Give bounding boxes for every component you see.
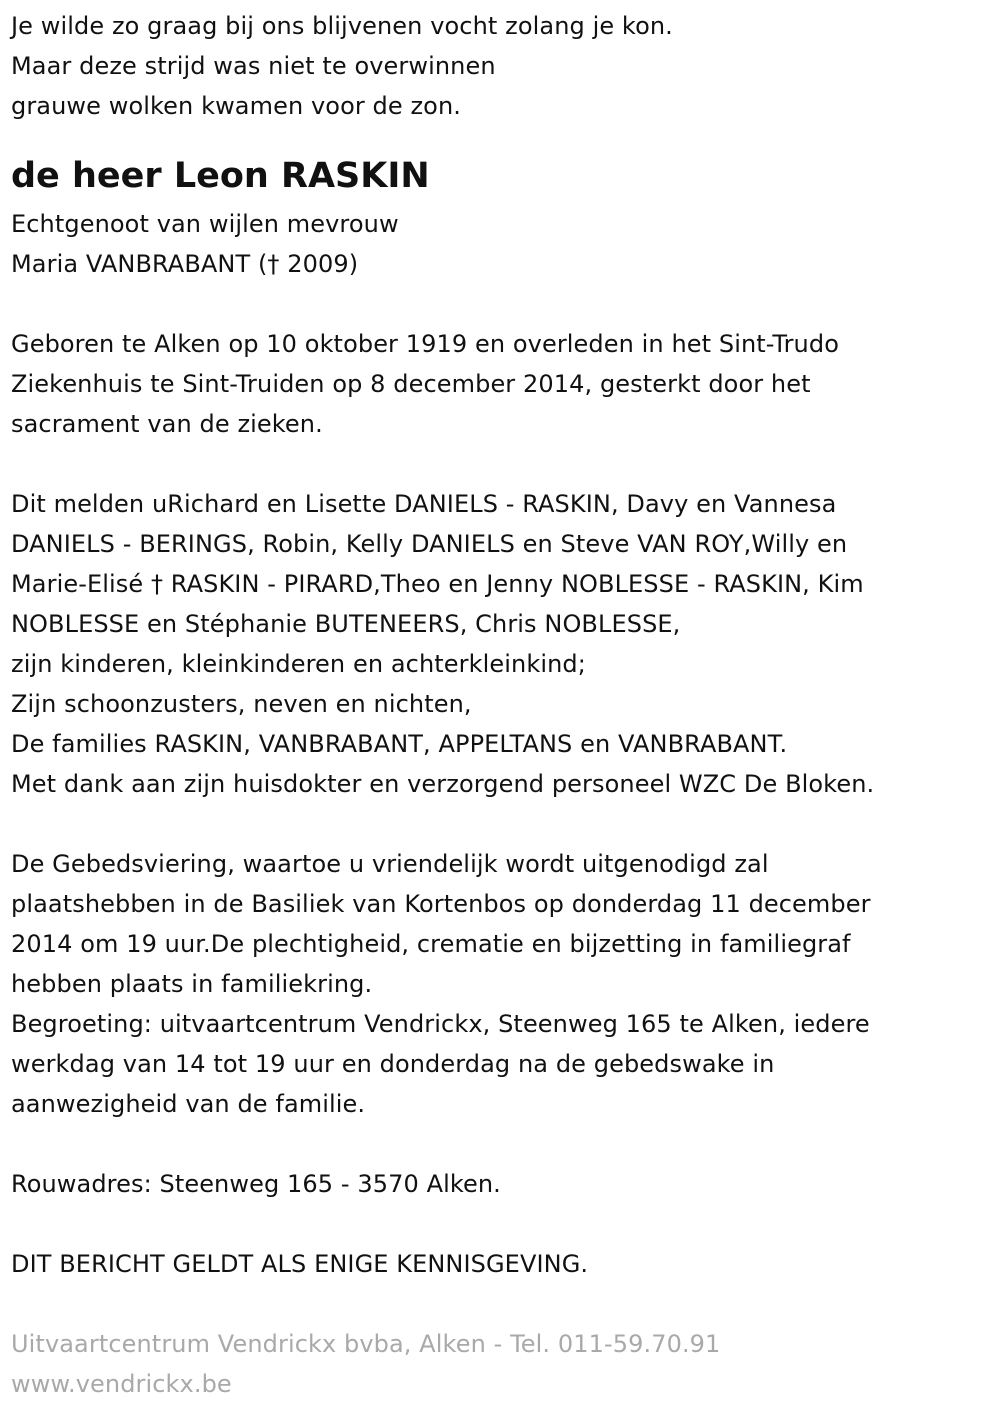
deceased-name: de heer Leon RASKIN: [11, 156, 430, 196]
family-paragraph: [11, 484, 996, 804]
paragraph-line: zijn kinderen, kleinkinderen en achterkleinkind;: [11, 650, 586, 678]
paragraph-line: sacrament van de zieken.: [11, 410, 323, 438]
poem-line: Maar deze strijd was niet te overwinnen: [11, 52, 496, 80]
paragraph-line: werkdag van 14 tot 19 uur en donderdag na de gebedswake in: [11, 1050, 775, 1078]
funeral-home-info: Uitvaartcentrum Vendrickx bvba, Alken - Tel. 011-59.70.91: [11, 1330, 721, 1358]
paragraph-line: De Gebedsviering, waartoe u vriendelijk wordt uitgenodigd zal: [11, 850, 769, 878]
paragraph-line: Dit melden uRichard en Lisette DANIELS - RASKIN, Davy en Vannesa: [11, 490, 837, 518]
paragraph-line: Met dank aan zijn huisdokter en verzorgend personeel WZC De Bloken.: [11, 770, 875, 798]
paragraph-line: aanwezigheid van de familie.: [11, 1090, 366, 1118]
poem: [11, 6, 996, 126]
poem-line: Je wilde zo graag bij ons blijvenen vocht zolang je kon.: [11, 12, 673, 40]
poem-line: grauwe wolken kwamen voor de zon.: [11, 92, 462, 120]
paragraph-line: De families RASKIN, VANBRABANT, APPELTANS en VANBRABANT.: [11, 730, 788, 758]
paragraph-line: Zijn schoonzusters, neven en nichten,: [11, 690, 472, 718]
paragraph-line: plaatshebben in de Basiliek van Kortenbos op donderdag 11 december: [11, 890, 871, 918]
paragraph-line: NOBLESSE en Stéphanie BUTENEERS, Chris NOBLESSE,: [11, 610, 681, 638]
birth-death-paragraph: [11, 324, 996, 444]
website-link[interactable]: www.vendrickx.be: [11, 1370, 232, 1398]
paragraph-line: Geboren te Alken op 10 oktober 1919 en overleden in het Sint-Trudo: [11, 330, 839, 358]
spouse-line: Echtgenoot van wijlen mevrouw: [11, 210, 399, 238]
obituary-document: [11, 6, 996, 1404]
paragraph-line: DANIELS - BERINGS, Robin, Kelly DANIELS en Steve VAN ROY,Willy en: [11, 530, 848, 558]
notice-text: DIT BERICHT GELDT ALS ENIGE KENNISGEVING.: [11, 1250, 589, 1278]
spouse-line: Maria VANBRABANT († 2009): [11, 250, 359, 278]
deceased-block: [11, 148, 996, 284]
paragraph-line: Marie-Elisé † RASKIN - PIRARD,Theo en Jenny NOBLESSE - RASKIN, Kim: [11, 570, 864, 598]
mourning-address: Rouwadres: Steenweg 165 - 3570 Alken.: [11, 1170, 501, 1198]
paragraph-line: Begroeting: uitvaartcentrum Vendrickx, Steenweg 165 te Alken, iedere: [11, 1010, 870, 1038]
paragraph-line: 2014 om 19 uur.De plechtigheid, crematie en bijzetting in familiegraf: [11, 930, 851, 958]
footer: [11, 1324, 996, 1404]
paragraph-line: Ziekenhuis te Sint-Truiden op 8 december 2014, gesterkt door het: [11, 370, 811, 398]
ceremony-paragraph: [11, 844, 996, 1124]
paragraph-line: hebben plaats in familiekring.: [11, 970, 373, 998]
